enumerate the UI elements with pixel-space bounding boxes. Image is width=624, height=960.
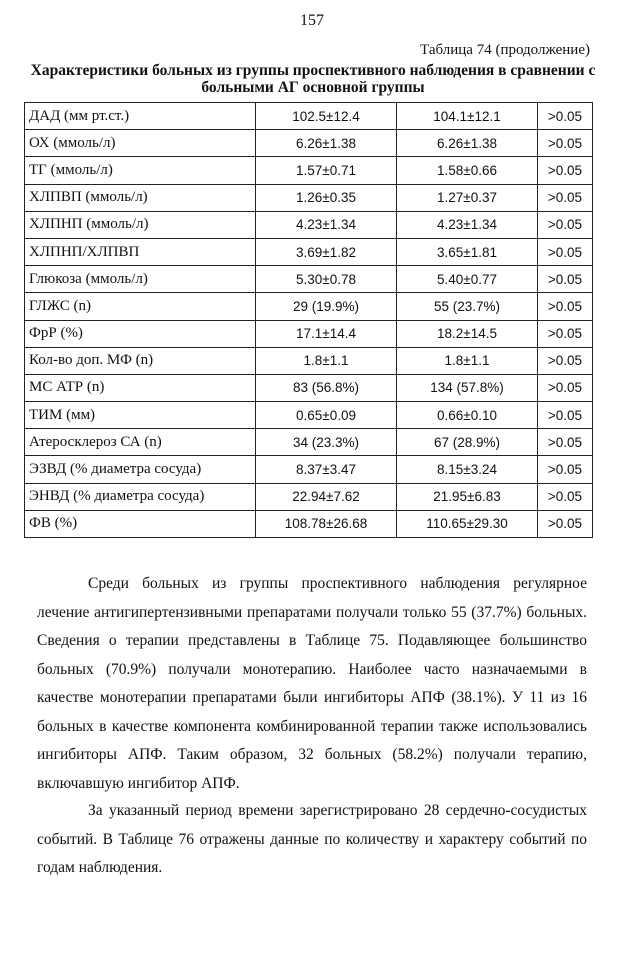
p-value: >0.05 [538,483,593,510]
table-row [25,266,593,293]
paragraph-text: Среди больных из группы проспективного наблюдения регулярное лечение антигипертензивными препаратами получали только 55 (37.7%) больных. Сведения о терапии представлены в Таблице 75. Подавляющее большинство больных (70.9%) получали монотерапию. Наиболее часто назначаемыми в качестве монотерапии препаратами были ингибиторы АПФ (38.1%). У 11 из 16 больных в качестве компонента комбинированной терапии также использовались ингибиторы АПФ. Таким образом, 32 больных (58.2%) получали терапию, включавшую ингибитор АПФ. [37,575,587,792]
table-row [25,456,593,483]
p-value: >0.05 [538,456,593,483]
table-row [25,184,593,211]
row-label: Атеросклероз СА (n) [25,429,256,456]
group2-value: 55 (23.7%) [397,293,538,320]
group2-value: 6.26±1.38 [397,130,538,157]
group2-value: 3.65±1.81 [397,238,538,265]
table-caption: Таблица 74 (продолжение) [420,42,590,58]
group1-value: 102.5±12.4 [256,103,397,130]
p-value: >0.05 [538,130,593,157]
row-label: ХЛПНП (ммоль/л) [25,211,256,238]
group2-value: 4.23±1.34 [397,211,538,238]
p-value: >0.05 [538,211,593,238]
group1-value: 83 (56.8%) [256,374,397,401]
group2-value: 110.65±29.30 [397,510,538,537]
group2-value: 1.8±1.1 [397,347,538,374]
row-label: ЭЗВД (% диаметра сосуда) [25,456,256,483]
table-row [25,429,593,456]
row-label: ХЛПНП/ХЛПВП [25,238,256,265]
row-label: ОХ (ммоль/л) [25,130,256,157]
table-row [25,374,593,401]
p-value: >0.05 [538,266,593,293]
row-label: ТГ (ммоль/л) [25,157,256,184]
group1-value: 8.37±3.47 [256,456,397,483]
group1-value: 1.57±0.71 [256,157,397,184]
paragraph-1 [37,570,587,798]
row-label: ЭНВД (% диаметра сосуда) [25,483,256,510]
group1-value: 6.26±1.38 [256,130,397,157]
group1-value: 34 (23.3%) [256,429,397,456]
paragraph-text: За указанный период времени зарегистрировано 28 сердечно-сосудистых событий. В Таблице 76 отражены данные по количеству и характеру событий по годам наблюдения. [37,802,587,876]
group2-value: 5.40±0.77 [397,266,538,293]
row-label: Глюкоза (ммоль/л) [25,266,256,293]
row-label: Кол-во доп. МФ (n) [25,347,256,374]
group2-value: 21.95±6.83 [397,483,538,510]
table-row [25,157,593,184]
row-label: ГЛЖС (n) [25,293,256,320]
p-value: >0.05 [538,402,593,429]
p-value: >0.05 [538,347,593,374]
group1-value: 1.8±1.1 [256,347,397,374]
group2-value: 104.1±12.1 [397,103,538,130]
group2-value: 0.66±0.10 [397,402,538,429]
group1-value: 5.30±0.78 [256,266,397,293]
table-row [25,402,593,429]
table-title: Характеристики больных из группы проспективного наблюдения в сравнении с больными АГ основной группы [30,62,596,96]
group1-value: 4.23±1.34 [256,211,397,238]
p-value: >0.05 [538,238,593,265]
row-label: ХЛПВП (ммоль/л) [25,184,256,211]
row-label: ФрР (%) [25,320,256,347]
table-row [25,130,593,157]
paragraph-2 [37,797,587,883]
p-value: >0.05 [538,374,593,401]
table-row [25,211,593,238]
table-row [25,483,593,510]
p-value: >0.05 [538,320,593,347]
row-label: МС АТР (n) [25,374,256,401]
p-value: >0.05 [538,429,593,456]
p-value: >0.05 [538,103,593,130]
table-row [25,103,593,130]
table-row [25,347,593,374]
group1-value: 17.1±14.4 [256,320,397,347]
group2-value: 67 (28.9%) [397,429,538,456]
group2-value: 134 (57.8%) [397,374,538,401]
group1-value: 22.94±7.62 [256,483,397,510]
p-value: >0.05 [538,510,593,537]
row-label: ТИМ (мм) [25,402,256,429]
table-row [25,238,593,265]
group1-value: 108.78±26.68 [256,510,397,537]
table-row [25,510,593,537]
table-row [25,320,593,347]
table-row [25,293,593,320]
group1-value: 0.65±0.09 [256,402,397,429]
characteristics-table [24,102,593,538]
group2-value: 1.27±0.37 [397,184,538,211]
group1-value: 29 (19.9%) [256,293,397,320]
group2-value: 1.58±0.66 [397,157,538,184]
page-number: 157 [300,12,324,29]
group1-value: 3.69±1.82 [256,238,397,265]
group2-value: 8.15±3.24 [397,456,538,483]
group1-value: 1.26±0.35 [256,184,397,211]
p-value: >0.05 [538,157,593,184]
group2-value: 18.2±14.5 [397,320,538,347]
row-label: ФВ (%) [25,510,256,537]
p-value: >0.05 [538,293,593,320]
row-label: ДАД (мм рт.ст.) [25,103,256,130]
p-value: >0.05 [538,184,593,211]
